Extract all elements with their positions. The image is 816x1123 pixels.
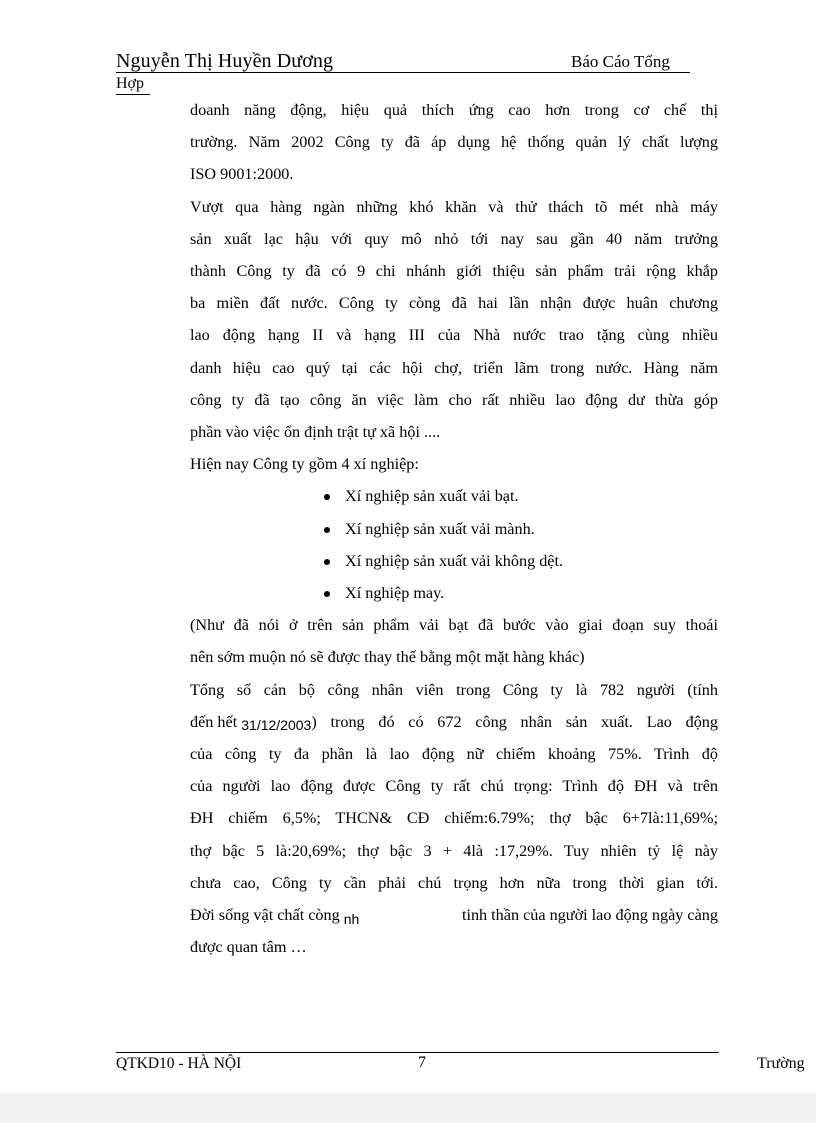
header-title: Báo Cáo Tổng	[571, 52, 670, 71]
body-line	[190, 706, 718, 738]
footer-right-text: Trường	[757, 1055, 805, 1072]
enterprise-list	[190, 480, 718, 609]
list-item	[320, 513, 718, 545]
body-line: công ty đã tạo công ăn việc làm cho rất nhiều lao động dư thừa góp	[190, 390, 718, 409]
list-item-label: Xí nghiệp may.	[345, 584, 445, 603]
body-text-fragment: đến hết	[190, 712, 242, 731]
body-line: (Như đã nói ở trên sản phẩm vải bạt đã bước vào giai đoạn suy thoái	[190, 616, 718, 635]
list-item-label: Xí nghiệp sản xuất vải không dệt.	[345, 551, 564, 570]
body-line: ba miền đất nước. Công ty còng đã hai lần nhận được huân chương	[190, 294, 718, 313]
bullet-icon	[324, 559, 330, 565]
footer-rule	[116, 1052, 719, 1053]
page-number: 7	[418, 1054, 426, 1071]
body-text-fragment: nh	[343, 911, 360, 928]
list-item	[320, 577, 718, 609]
body-line: Vượt qua hàng ngàn những khó khăn và thử thách tõ mét nhà máy	[190, 197, 718, 216]
bullet-icon	[324, 494, 330, 500]
body-line: danh hiệu cao quý tại các hội chợ, triển lãm trong nước. Hàng năm	[190, 358, 718, 377]
body-line: của người lao động được Công ty rất chú trọng: Trình độ ĐH và trên	[190, 777, 718, 796]
body-line: ISO 9001:2000.	[190, 165, 294, 184]
body-text-fragment: ) trong đó có 672 công nhân sản xuất. Lao động	[311, 712, 718, 731]
body-line: trường. Năm 2002 Công ty đã áp dụng hệ thống quản lý chất lượng	[190, 133, 718, 152]
body-text-fragment: tinh thần của người lao động ngày càng	[453, 906, 718, 925]
body-line: ĐH chiếm 6,5%; THCN& CĐ chiếm:6.79%; thợ bậc 6+7là:11,69%;	[190, 809, 718, 828]
document-body	[190, 94, 718, 963]
date-field: 31/12/2003	[241, 716, 312, 733]
body-line: thợ bậc 5 là:20,69%; thợ bậc 3 + 4là :17,29%. Tuy nhiên tỷ lệ này	[190, 841, 718, 860]
list-item	[320, 545, 718, 577]
bullet-icon	[324, 591, 330, 597]
header-rule-continuation	[116, 94, 150, 95]
body-line: sản xuất lạc hậu với quy mô nhỏ tới nay sau gần 40 năm trưởng	[190, 229, 718, 248]
list-item	[320, 480, 718, 512]
body-line: Hiện nay Công ty gồm 4 xí nghiệp:	[190, 455, 419, 474]
body-line: chưa cao, Công ty cần phải chú trọng hơn nữa trong thời gian tới.	[190, 873, 718, 892]
body-line: của công ty đa phần là lao động nữ chiếm khoảng 75%. Trình độ	[190, 745, 718, 764]
body-line: thành Công ty đã có 9 chi nhánh giới thiệu sản phẩm trải rộng khắp	[190, 262, 718, 281]
body-line: nên sớm muộn nó sẽ được thay thế bằng một mặt hàng khác)	[190, 648, 585, 667]
header-author: Nguyễn Thị Huyền Dương	[116, 50, 334, 72]
body-line	[190, 899, 718, 931]
body-line: được quan tâm …	[190, 938, 307, 957]
body-text-fragment: Đời sống vật chất còng	[190, 906, 344, 925]
body-line: doanh năng động, hiệu quả thích ứng cao hơn trong cơ chế thị	[190, 101, 718, 119]
list-item-label: Xí nghiệp sản xuất vải mành.	[345, 519, 535, 538]
list-item-label: Xí nghiệp sản xuất vải bạt.	[345, 487, 519, 506]
header-title-continuation: Hợp	[116, 75, 145, 92]
bullet-icon	[324, 527, 330, 533]
header-rule	[116, 72, 690, 73]
body-line: phần vào việc ổn định trật tự xã hội ....	[190, 423, 441, 442]
body-line: lao động hạng II và hạng III của Nhà nước trao tặng cùng nhiều	[190, 326, 718, 345]
body-line: Tổng số cán bộ công nhân viên trong Công ty là 782 người (tính	[190, 680, 718, 699]
page-bottom-margin	[0, 1093, 816, 1123]
footer-left-text: QTKD10 - HÀ NỘI	[116, 1055, 242, 1072]
